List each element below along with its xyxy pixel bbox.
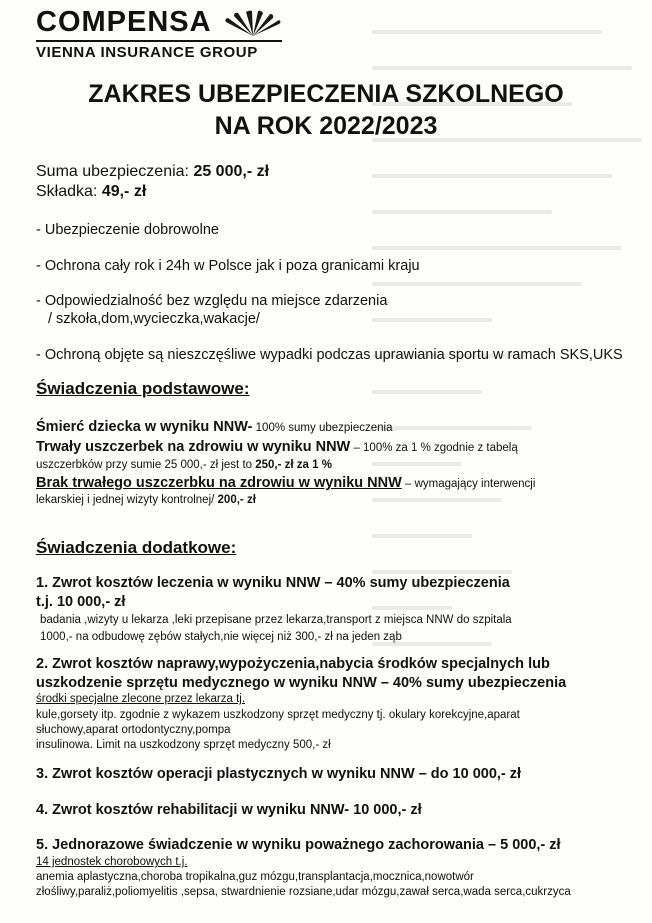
benefit-death-note: 100% sumy ubezpieczenia: [252, 422, 393, 434]
benefit-4: 4. Zwrot kosztów rehabilitacji w wyniku NNW- 10 000,- zł: [36, 802, 422, 818]
benefit-2-note-1: środki specjalne zlecone przez lekarza tj.: [36, 693, 246, 705]
benefit-no-injury-title: Brak trwałego uszczerbku na zdrowiu w wyniku NNW: [36, 475, 402, 491]
benefit-no-injury-detail-text: lekarskiej i jednej wizyty kontrolnej/: [36, 494, 218, 506]
benefit-1-note-2: 1000,- na odbudowę zębów stałych,nie więcej niż 300,- zł na jeden ząb: [40, 631, 402, 643]
benefit-2-title: 2. Zwrot kosztów naprawy,wypożyczenia,nabycia środków specjalnych lub: [36, 656, 550, 672]
benefit-injury-title: Trwały uszczerbek na zdrowiu w wyniku NNW: [36, 439, 351, 455]
benefit-death: [36, 418, 392, 436]
bullet-voluntary: - Ubezpieczenie dobrowolne: [36, 222, 219, 238]
premium-label: Składka:: [36, 183, 102, 200]
brand-divider: [36, 40, 282, 42]
benefit-no-injury-note: – wymagający interwencji: [401, 478, 536, 490]
benefit-5-note-3: złośliwy,paraliż,poliomyelitis ,sepsa, stwardnienie rozsiane,udar mózgu,zawał serca,wada serca,cukrzyca: [36, 886, 571, 898]
benefit-2-note-2: kule,gorsety itp. zgodnie z wykazem uszkodzony sprzęt medyczny tj. okulary korekcyjne,aparat: [36, 709, 520, 721]
benefit-3: 3. Zwrot kosztów operacji plastycznych w wyniku NNW – do 10 000,- zł: [36, 766, 522, 782]
benefit-no-injury-detail: [36, 494, 256, 506]
bullet-sports: - Ochroną objęte są nieszczęśliwe wypadki podczas uprawiania sportu w ramach SKS,UKS: [36, 347, 623, 363]
benefit-injury-detail: [36, 459, 332, 471]
premium: [36, 183, 146, 201]
sum-insured-label: Suma ubezpieczenia:: [36, 163, 194, 180]
sum-insured: [36, 163, 269, 181]
compensa-fan-logo-icon: [222, 10, 284, 38]
benefit-5-note-1: 14 jednostek chorobowych t.j.: [36, 856, 188, 868]
benefit-1-title: 1. Zwrot kosztów leczenia w wyniku NNW – 40% sumy ubezpieczenia: [36, 575, 510, 591]
additional-benefits-heading: Świadczenia dodatkowe:: [36, 538, 237, 557]
brand-name: COMPENSA: [36, 6, 212, 38]
bullet-liability: - Odpowiedzialność bez względu na miejsce zdarzenia: [36, 293, 388, 309]
sum-insured-value: 25 000,- zł: [193, 163, 270, 180]
benefit-injury-detail-text: uszczerbków przy sumie 25 000,- zł jest to: [36, 459, 256, 471]
benefit-injury-note: – 100% za 1 % zgodnie z tabelą: [350, 442, 518, 454]
benefit-death-title: Śmierć dziecka w wyniku NNW-: [36, 419, 253, 435]
benefit-no-injury: [36, 474, 535, 492]
benefit-5: 5. Jednorazowe świadczenie w wyniku poważnego zachorowania – 5 000,- zł: [36, 837, 561, 853]
document-title-line2: NA ROK 2022/2023: [214, 112, 438, 140]
basic-benefits-heading: Świadczenia podstawowe:: [36, 379, 250, 398]
benefit-2-subtitle: uszkodzenie sprzętu medycznego w wyniku NNW – 40% sumy ubezpieczenia: [36, 675, 567, 691]
benefit-1-amount: t.j. 10 000,- zł: [36, 594, 126, 610]
bullet-liability-places: / szkoła,dom,wycieczka,wakacje/: [48, 311, 260, 327]
benefit-1-note-1: badania ,wizyty u lekarza ,leki przepisane przez lekarza,transport z miejsca NNW do szpitala: [40, 614, 512, 626]
bullet-coverage: - Ochrona cały rok i 24h w Polsce jak i poza granicami kraju: [36, 258, 420, 274]
benefit-permanent-injury: [36, 438, 518, 456]
premium-value: 49,- zł: [101, 183, 147, 200]
document-title-line1: ZAKRES UBEZPIECZENIA SZKOLNEGO: [88, 80, 564, 108]
benefit-5-note-2: anemia aplastyczna,choroba tropikalna,guz mózgu,transplantacja,mocznica,nowotwór: [36, 871, 474, 883]
benefit-injury-rate: 250,- zł za 1 %: [255, 459, 332, 471]
benefit-no-injury-amount: 200,- zł: [217, 494, 256, 506]
brand-tagline: VIENNA INSURANCE GROUP: [36, 44, 258, 61]
benefit-2-note-3: słuchowy,aparat ortodontyczny,pompa: [36, 724, 231, 736]
benefit-2-note-4: insulinowa. Limit na uszkodzony sprzęt medyczny 500,- zł: [36, 739, 331, 751]
